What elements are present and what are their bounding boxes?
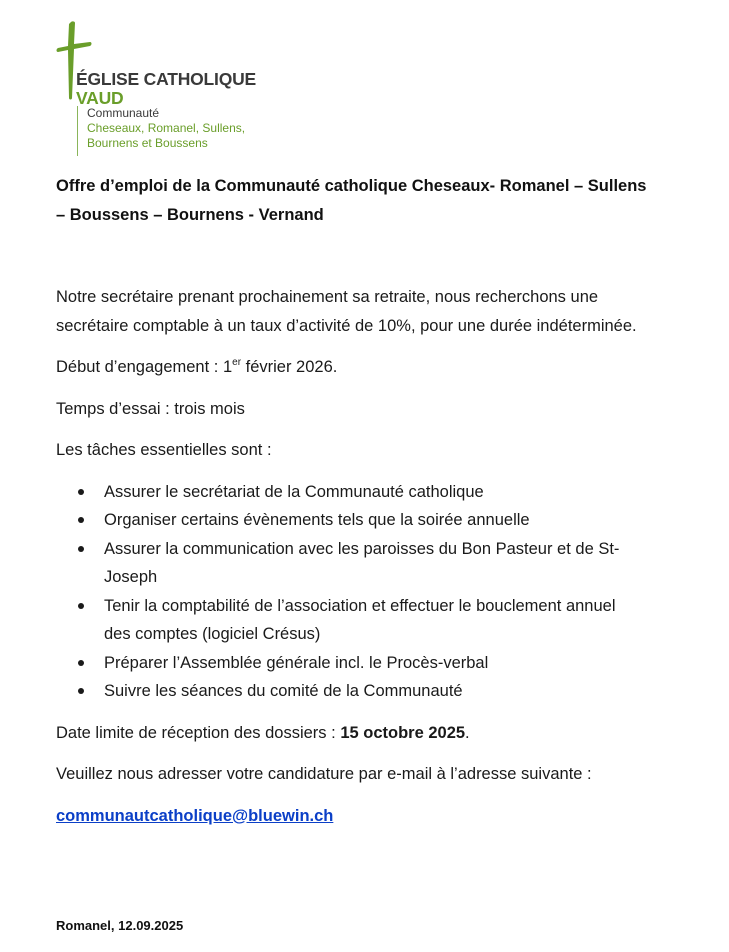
deadline-suffix: . (465, 723, 470, 742)
deadline-line (56, 719, 676, 748)
list-item (104, 478, 644, 507)
deadline-prefix: Date limite de réception des dossiers : (56, 723, 341, 742)
task-text: Assurer la communication avec les paroisses du Bon Pasteur et de St-Joseph (104, 539, 620, 586)
task-text: Tenir la comptabilité de l’association et effectuer le bouclement annuel des comptes (logiciel Crésus) (104, 596, 616, 643)
community-label: Communauté (87, 106, 160, 120)
bullet-icon (78, 489, 84, 495)
trial-line: Temps d’essai : trois mois (56, 399, 245, 418)
list-item (104, 592, 644, 649)
org-name-text: ÉGLISE CATHOLIQUE (76, 69, 257, 89)
org-name (76, 70, 256, 108)
list-item (104, 677, 644, 706)
start-date-line (56, 353, 676, 382)
bullet-icon (78, 546, 84, 552)
bullet-icon (78, 688, 84, 694)
tasks-list (56, 478, 676, 706)
tasks-intro: Les tâches essentielles sont : (56, 441, 272, 459)
community-places-line2: Bournens et Boussens (87, 136, 208, 150)
task-text: Organiser certains évènements tels que la soirée annuelle (104, 511, 530, 529)
task-text: Assurer le secrétariat de la Communauté catholique (104, 482, 484, 501)
page-title: Offre d’emploi de la Communauté catholique Cheseaux- Romanel – Sullens – Boussens – Bournens - Vernand (56, 177, 647, 224)
task-text: Préparer l’Assemblée générale incl. le Procès-verbal (104, 653, 489, 672)
document-body (56, 283, 676, 843)
bullet-icon (78, 517, 84, 523)
start-sup: er (232, 357, 242, 368)
list-item (104, 535, 644, 592)
email-link[interactable]: communautcatholique@bluewin.ch (56, 806, 334, 825)
deadline-date: 15 octobre 2025 (340, 723, 466, 742)
apply-line: Veuillez nous adresser votre candidature par e-mail à l’adresse suivante : (56, 765, 592, 783)
community-places-line1: Cheseaux, Romanel, Sullens, (87, 121, 246, 135)
list-item (104, 506, 644, 535)
bullet-icon (78, 603, 84, 609)
community-box (77, 106, 245, 156)
logo (56, 20, 316, 160)
start-prefix: Début d’engagement : 1 (56, 358, 233, 376)
task-text: Suivre les séances du comité de la Communauté (104, 682, 463, 700)
start-suffix: février 2026. (241, 358, 338, 376)
email-line (56, 802, 676, 831)
org-region: VAUD (76, 88, 124, 108)
bullet-icon (78, 660, 84, 666)
intro-paragraph: Notre secrétaire prenant prochainement sa retraite, nous recherchons une secrétaire comptable à un taux d’activité de 10%, pour une durée indéterminée. (56, 288, 637, 335)
place-date: Romanel, 12.09.2025 (56, 918, 184, 933)
list-item (104, 649, 644, 678)
